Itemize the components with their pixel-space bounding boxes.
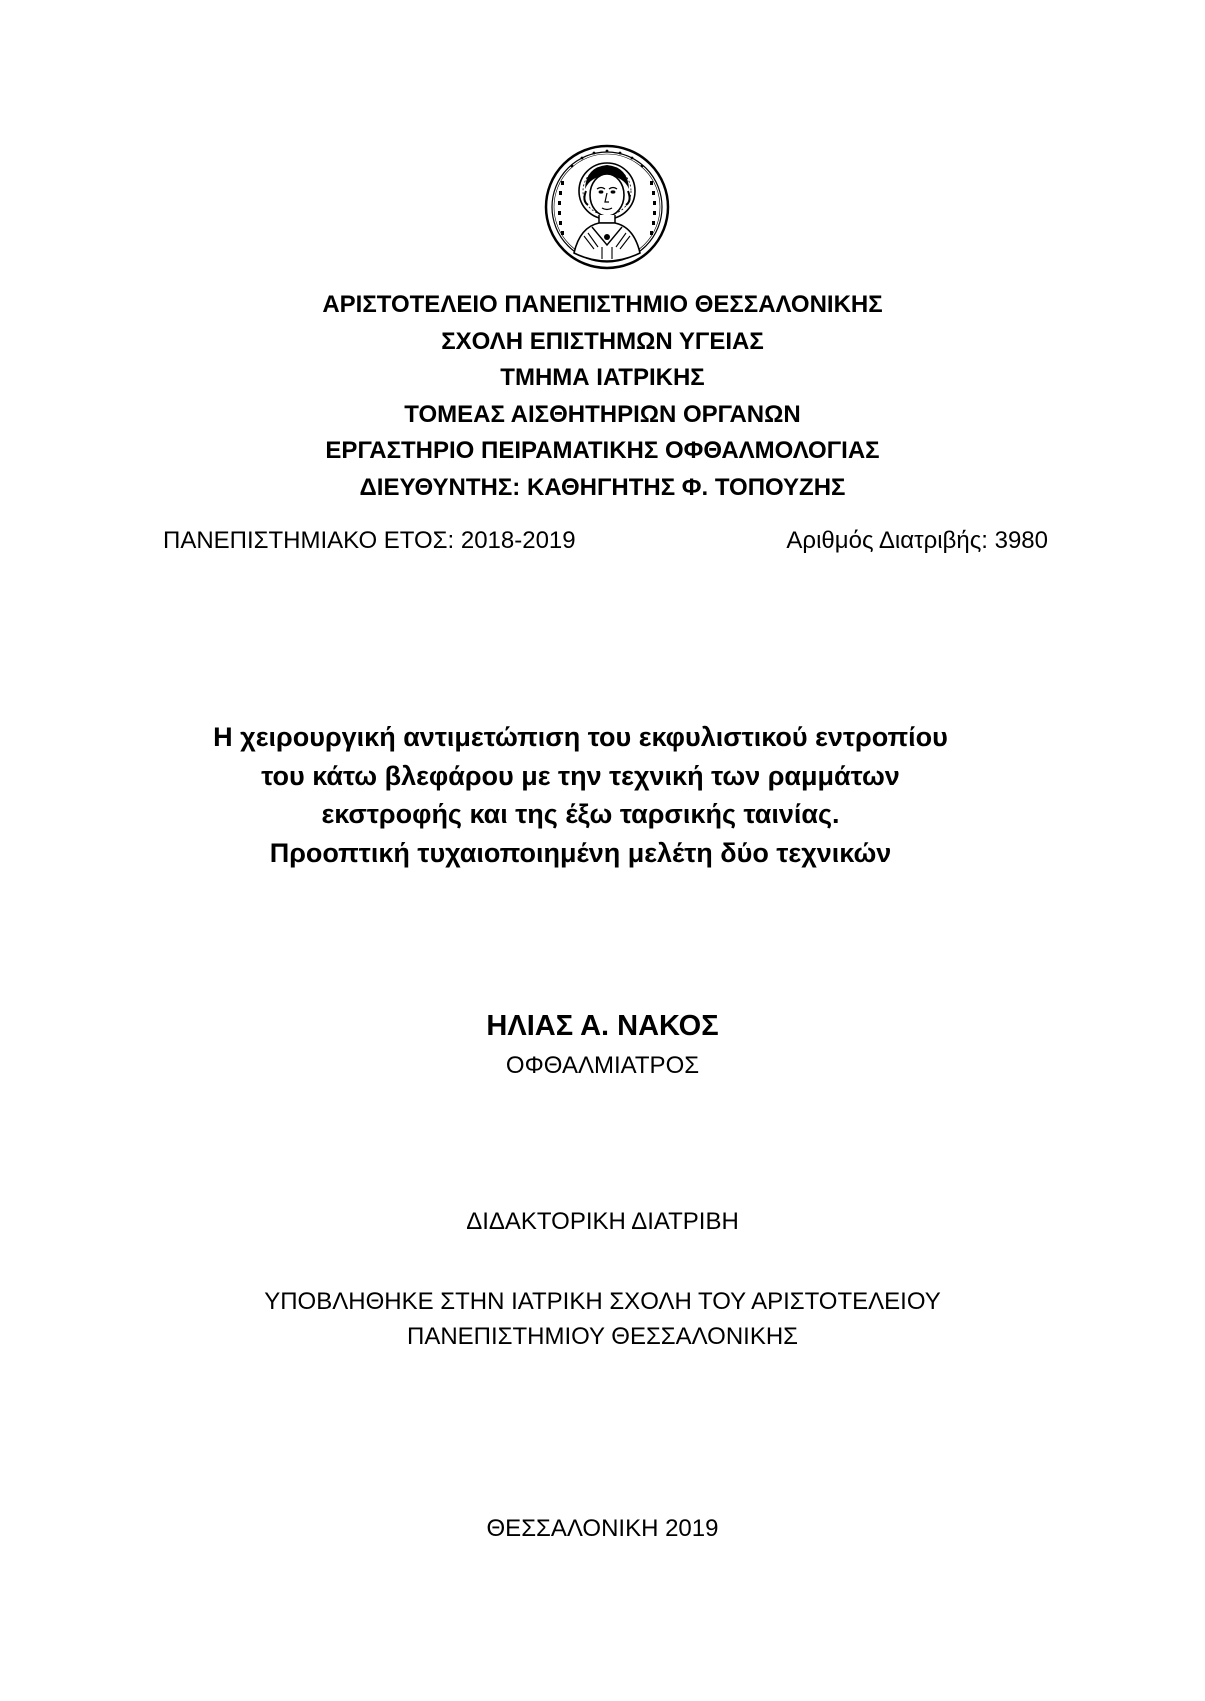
submission-line: ΥΠΟΒΛΗΘΗΚΕ ΣΤΗΝ ΙΑΤΡΙΚΗ ΣΧΟΛΗ ΤΟΥ ΑΡΙΣΤΟΤΕΛΕΙΟΥ [264,1288,941,1315]
author-block [0,1010,1205,1043]
institution-header [0,287,1205,507]
institution-line-sector: ΤΟΜΕΑΣ ΑΙΣΘΗΤΗΡΙΩΝ ΟΡΓΑΝΩΝ [404,400,801,428]
thesis-title [0,718,1183,872]
institution-line-laboratory: ΕΡΓΑΣΤΗΡΙΟ ΠΕΙΡΑΜΑΤΙΚΗΣ ΟΦΘΑΛΜΟΛΟΓΙΑΣ [325,437,880,465]
institution-line-school: ΣΧΟΛΗ ΕΠΙΣΤΗΜΩΝ ΥΓΕΙΑΣ [441,327,764,355]
title-line: Η χειρουργική αντιμετώπιση του εκφυλιστικού εντροπίου [213,722,948,752]
title-line: του κάτω βλεφάρου με την τεχνική των ραμμάτων [261,760,900,791]
place-year: ΘΕΣΣΑΛΟΝΙΚΗ 2019 [486,1515,719,1542]
title-line: Προοπτική τυχαιοποιημένη μελέτη δύο τεχνικών [269,837,892,868]
author-name: ΗΛΙΑΣ Α. ΝΑΚΟΣ [486,1010,719,1042]
thesis-number: Αριθμός Διατριβής: 3980 [786,527,1048,554]
university-seal-icon [544,141,670,273]
thesis-type: ΔΙΔΑΚΤΟΡΙΚΗ ΔΙΑΤΡΙΒΗ [466,1208,739,1235]
submission-statement [0,1284,1205,1354]
academic-year: ΠΑΝΕΠΙΣΤΗΜΙΑΚΟ ΕΤΟΣ: 2018-2019 [163,527,576,554]
institution-line-department: ΤΜΗΜΑ ΙΑΤΡΙΚΗΣ [500,364,705,392]
institution-line-university: ΑΡΙΣΤΟΤΕΛΕΙΟ ΠΑΝΕΠΙΣΤΗΜΙΟ ΘΕΣΣΑΛΟΝΙΚΗΣ [322,291,883,318]
title-line: εκστροφής και της έξω ταρσικής ταινίας. [321,799,840,829]
institution-line-director: ΔΙΕΥΘΥΝΤΗΣ: ΚΑΘΗΓΗΤΗΣ Φ. ΤΟΠΟΥΖΗΣ [359,473,846,501]
author-profession: ΟΦΘΑΛΜΙΑΤΡΟΣ [505,1052,700,1079]
submission-line: ΠΑΝΕΠΙΣΤΗΜΙΟΥ ΘΕΣΣΑΛΟΝΙΚΗΣ [406,1323,799,1350]
